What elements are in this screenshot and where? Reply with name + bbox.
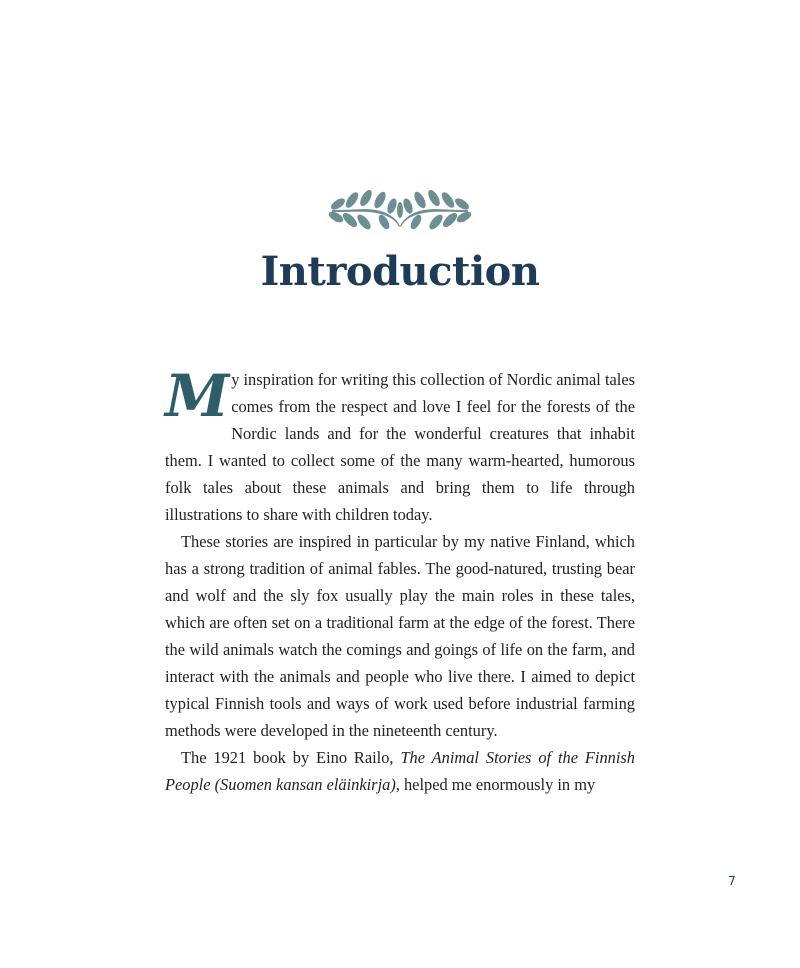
paragraph-1 — [165, 362, 635, 528]
paragraph-2: These stories are inspired in particular by my native Finland, which has a strong tradition of animal fables. The good-natured, trusting bear and wolf and the sly fox usually play the main roles in these tales, which are often set on a traditional farm at the edge of the forest. There the wild animals watch the comings and goings of life on the farm, and interact with the animals and people who live there. I aimed to depict typical Finnish tools and ways of work used before industrial farming methods were developed in the nineteenth century. — [165, 532, 635, 740]
paragraph-3 — [165, 744, 635, 798]
book-title-reference: The Animal Stories of the Finnish People (Suomen kansan eläinkirja) — [165, 748, 635, 794]
drop-cap: M — [165, 362, 226, 430]
page-number: 7 — [728, 874, 736, 888]
paragraph-1-text: y inspiration for writing this collection of Nordic animal tales comes from the respect and love I feel for the forests of the Nordic lands and for the wonderful creatures that inhabit them. I wanted to collect some of the many warm-hearted, humorous folk tales about these animals and bring them to life through illustrations to share with children today. — [165, 370, 635, 524]
laurel-branch-icon — [326, 180, 474, 230]
chapter-title: Introduction — [260, 248, 540, 295]
paragraph-3-start: The 1921 book by Eino Railo, — [181, 748, 401, 767]
paragraph-3-end: , helped me enormously in my — [395, 775, 596, 794]
chapter-body — [165, 362, 635, 798]
